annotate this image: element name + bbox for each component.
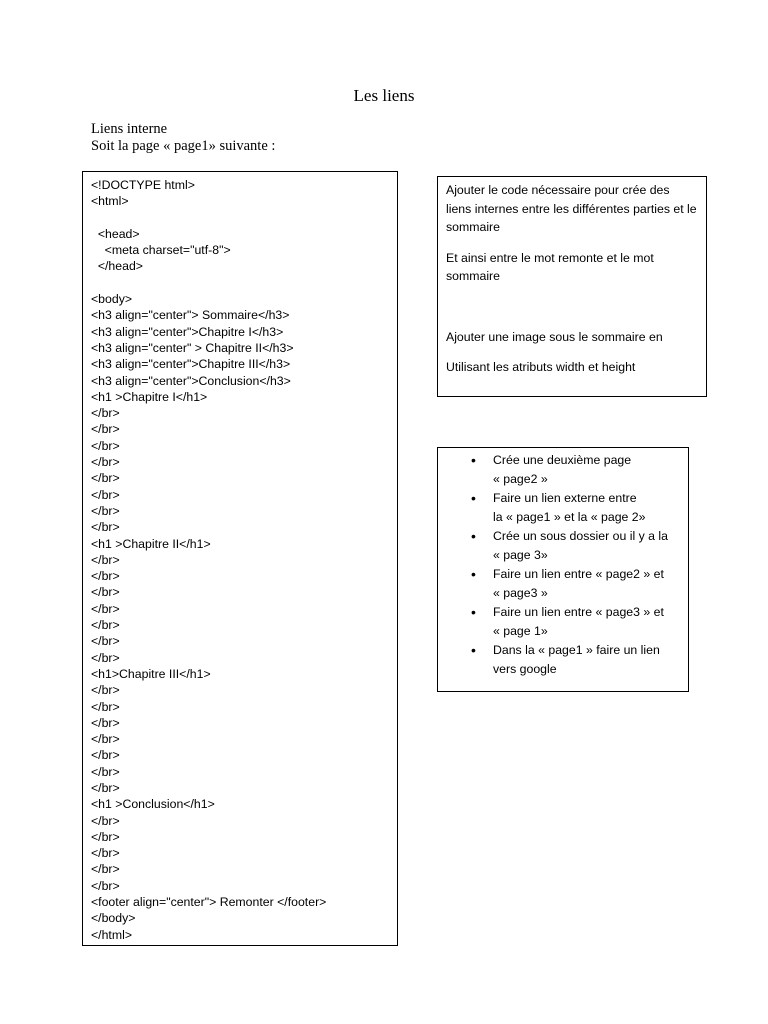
code-line: </br>	[91, 862, 120, 877]
intro-line-2: Soit la page « page1» suivante :	[91, 138, 276, 154]
task-item-text: Dans la « page1 » faire un lien	[493, 643, 660, 657]
code-line: </br>	[91, 650, 120, 665]
code-line: </br>	[91, 813, 120, 828]
task-item-text: « page3 »	[493, 586, 548, 600]
code-line: </br>	[91, 732, 120, 747]
code-line: </br>	[91, 487, 120, 502]
code-line: <h3 align="center">Chapitre III</h3>	[91, 357, 291, 372]
code-line: <head>	[91, 226, 140, 241]
code-line: <!DOCTYPE html>	[91, 178, 195, 192]
spacer	[446, 298, 698, 328]
task-item	[438, 565, 680, 603]
task-item-text: Crée une deuxième page	[493, 453, 632, 467]
code-line: </br>	[91, 780, 120, 795]
code-line	[91, 275, 397, 291]
code-line: <h3 align="center" > Chapitre II</h3>	[91, 340, 294, 355]
code-line: </br>	[91, 829, 120, 844]
code-line: <h1 >Chapitre I</h1>	[91, 389, 208, 404]
code-line: <h1 >Conclusion</h1>	[91, 797, 215, 812]
instructions-box	[437, 176, 707, 397]
code-line: </br>	[91, 520, 120, 535]
task-item-text: Crée un sous dossier ou il y a la	[493, 529, 668, 543]
task-item-text: Faire un lien externe entre	[493, 491, 637, 505]
code-line: <h3 align="center"> Sommaire</h3>	[91, 308, 290, 323]
code-line: <meta charset="utf-8">	[91, 243, 231, 258]
code-line: </br>	[91, 618, 120, 633]
code-line: <h3 align="center">Chapitre I</h3>	[91, 324, 284, 339]
instruction-add-image: Ajouter une image sous le sommaire en	[446, 329, 663, 344]
code-line: </br>	[91, 878, 120, 893]
code-line: </br>	[91, 455, 120, 470]
task-item-text: la « page1 » et la « page 2»	[493, 510, 646, 524]
code-line: </br>	[91, 438, 120, 453]
bullet-icon: •	[471, 642, 476, 658]
code-line: </br>	[91, 634, 120, 649]
code-line: </br>	[91, 699, 120, 714]
code-line: </html>	[91, 927, 133, 942]
task-item-text: Faire un lien entre « page3 » et	[493, 605, 664, 619]
code-line	[91, 210, 397, 226]
task-item-text: « page 3»	[493, 548, 548, 562]
code-line: </br>	[91, 764, 120, 779]
code-line: </br>	[91, 406, 120, 421]
code-line: </br>	[91, 569, 120, 584]
bullet-icon: •	[471, 604, 476, 620]
instruction-remonter-link: Et ainsi entre le mot remonte et le mot sommaire	[446, 250, 654, 283]
html-code-box	[82, 171, 398, 946]
bullet-icon: •	[471, 566, 476, 582]
code-line: <h1 >Chapitre II</h1>	[91, 536, 211, 551]
code-line: </br>	[91, 846, 120, 861]
code-line: </br>	[91, 748, 120, 763]
instruction-width-height: Utilisant les atributs width et height	[446, 360, 636, 374]
task-item	[438, 451, 680, 489]
task-item-text: « page 1»	[493, 624, 548, 638]
code-line: <body>	[91, 292, 133, 307]
code-line: </br>	[91, 601, 120, 616]
code-line: </br>	[91, 715, 120, 730]
code-line: </br>	[91, 683, 120, 698]
code-line: </head>	[91, 259, 143, 274]
code-line: </br>	[91, 552, 120, 567]
code-line: <h1>Chapitre III</h1>	[91, 666, 211, 681]
code-line: </br>	[91, 503, 120, 518]
intro-text	[91, 121, 275, 155]
intro-line-1: Liens interne	[91, 121, 168, 137]
bullet-icon: •	[471, 452, 476, 468]
code-line: </br>	[91, 471, 120, 486]
code-line: <footer align="center"> Remonter </footer>	[91, 895, 327, 910]
task-item-text: vers google	[493, 662, 557, 676]
task-item	[438, 527, 680, 565]
task-item-text: Faire un lien entre « page2 » et	[493, 567, 664, 581]
task-item	[438, 641, 680, 679]
tasks-box	[437, 447, 689, 692]
task-item-text: « page2 »	[493, 472, 548, 486]
tasks-list	[438, 451, 680, 679]
task-item	[438, 603, 680, 641]
code-line: </br>	[91, 585, 120, 600]
instruction-internal-links: Ajouter le code nécessaire pour crée des liens internes entre les différentes parties et le sommaire	[446, 183, 697, 234]
code-line: </body>	[91, 911, 136, 926]
task-item	[438, 489, 680, 527]
bullet-icon: •	[471, 490, 476, 506]
code-line: <h3 align="center">Conclusion</h3>	[91, 373, 291, 388]
code-line: <html>	[91, 194, 129, 209]
bullet-icon: •	[471, 528, 476, 544]
code-line: </br>	[91, 422, 120, 437]
page-title: Les liens	[353, 86, 415, 105]
